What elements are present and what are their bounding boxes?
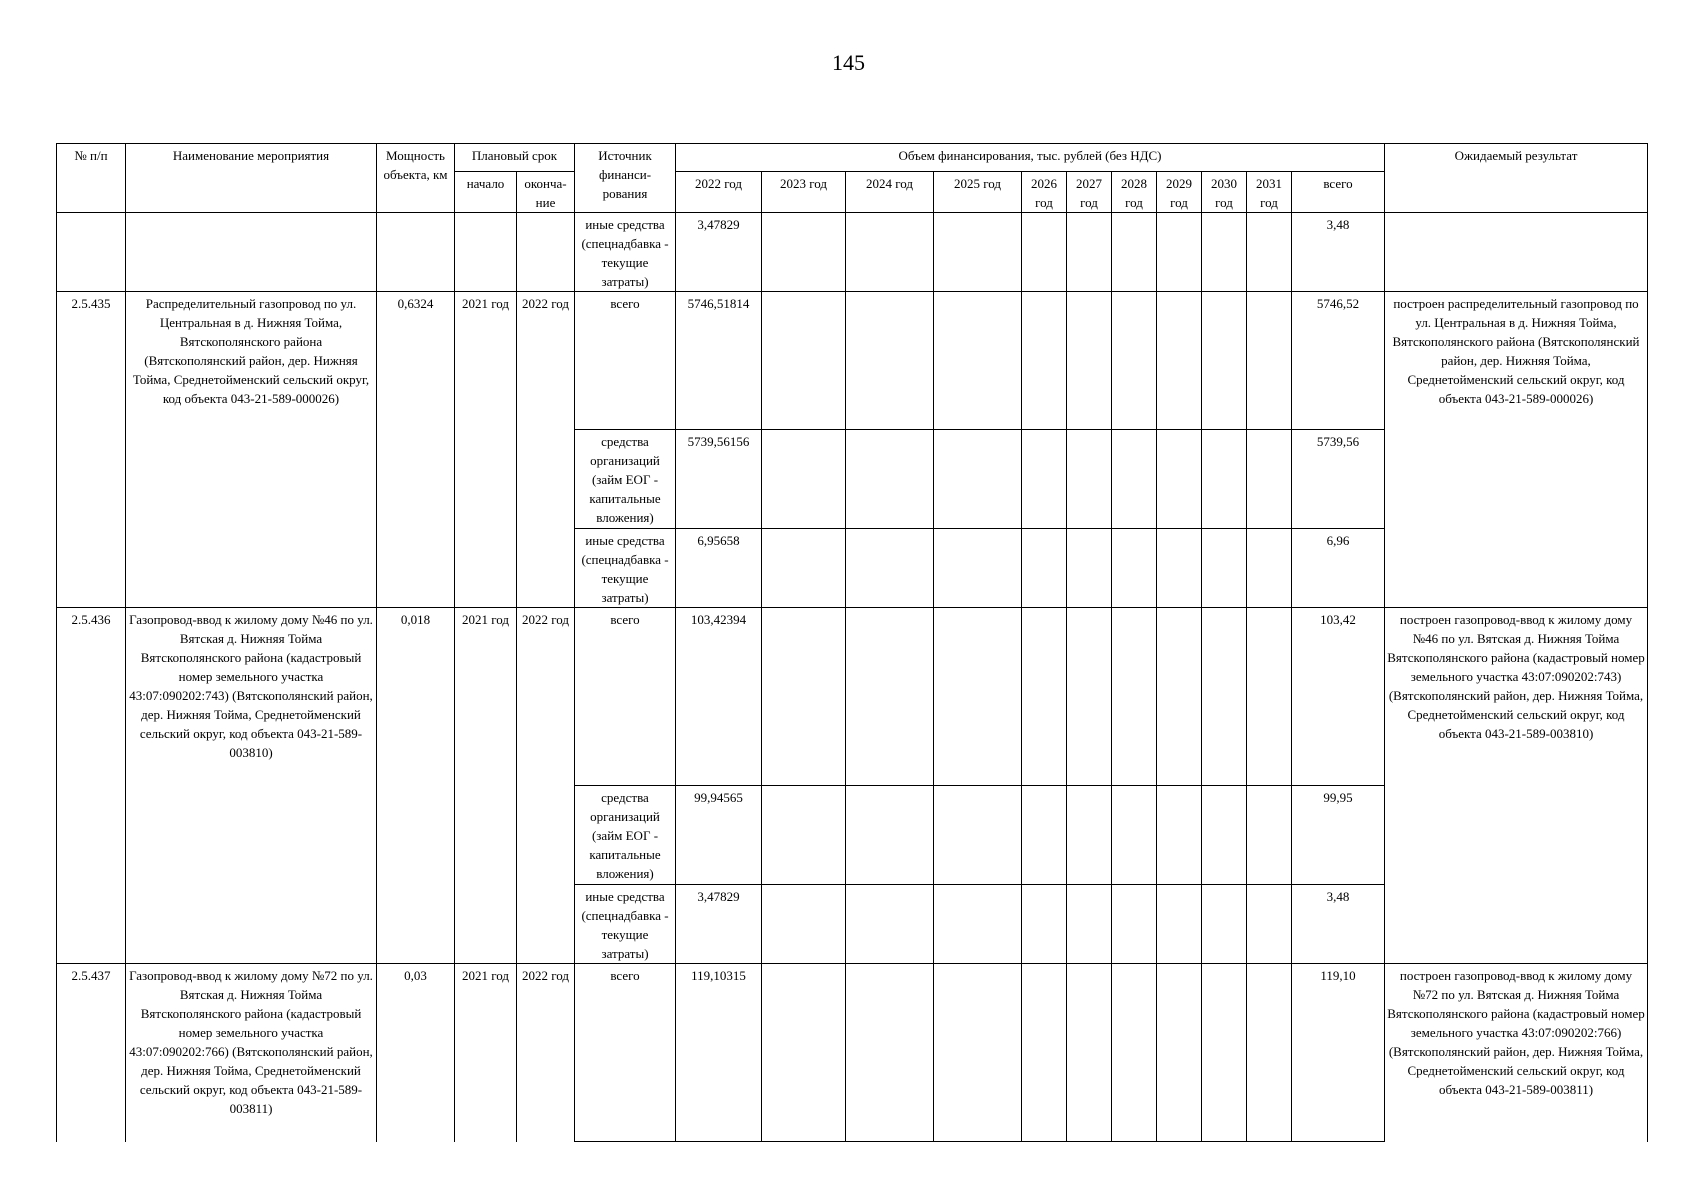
cell-start: 2021 год	[455, 608, 517, 964]
cell-empty	[377, 213, 455, 292]
cell-num: 2.5.436	[57, 608, 126, 964]
funding-table	[56, 143, 1648, 1142]
cell-total: 3,48	[1292, 885, 1385, 964]
cell-num: 2.5.437	[57, 964, 126, 1142]
cell-empty	[1022, 430, 1067, 529]
cell-empty	[1202, 529, 1247, 608]
cell-empty	[1067, 786, 1112, 885]
cell-empty	[1022, 608, 1067, 786]
header-name: Наименование мероприятия	[126, 144, 377, 213]
cell-end: 2022 год	[517, 964, 575, 1142]
cell-empty	[934, 213, 1022, 292]
cell-total: 103,42	[1292, 608, 1385, 786]
cell-empty	[126, 213, 377, 292]
cell-empty	[1247, 786, 1292, 885]
cell-empty	[1385, 213, 1648, 292]
cell-source: всего	[575, 608, 676, 786]
cell-empty	[1067, 430, 1112, 529]
cell-2022: 99,94565	[676, 786, 762, 885]
cell-end: 2022 год	[517, 292, 575, 608]
cell-empty	[846, 786, 934, 885]
cell-empty	[1247, 964, 1292, 1142]
cell-total: 99,95	[1292, 786, 1385, 885]
cell-empty	[1022, 529, 1067, 608]
cell-empty	[1067, 608, 1112, 786]
cell-empty	[1022, 786, 1067, 885]
cell-empty	[1157, 964, 1202, 1142]
cell-2022: 103,42394	[676, 608, 762, 786]
cell-empty	[57, 213, 126, 292]
cell-empty	[762, 885, 846, 964]
cell-capacity: 0,6324	[377, 292, 455, 608]
cell-source: иные средства (спецнадбавка - текущие затраты)	[575, 213, 676, 292]
header-period: Плановый срок	[455, 144, 575, 172]
cell-empty	[762, 786, 846, 885]
cell-2022: 3,47829	[676, 213, 762, 292]
cell-empty	[934, 529, 1022, 608]
cell-empty	[1157, 430, 1202, 529]
cell-total: 6,96	[1292, 529, 1385, 608]
cell-start: 2021 год	[455, 964, 517, 1142]
header-year-2024: 2024 год	[846, 172, 934, 213]
header-year-2023: 2023 год	[762, 172, 846, 213]
header-year-2025: 2025 год	[934, 172, 1022, 213]
cell-empty	[517, 213, 575, 292]
cell-empty	[1202, 786, 1247, 885]
cell-empty	[1247, 213, 1292, 292]
cell-empty	[1067, 529, 1112, 608]
cell-empty	[1022, 885, 1067, 964]
cell-empty	[762, 430, 846, 529]
cell-2022: 5746,51814	[676, 292, 762, 430]
cell-empty	[762, 608, 846, 786]
table-row	[57, 964, 1648, 1142]
cell-empty	[1022, 292, 1067, 430]
cell-name: Газопровод-ввод к жилому дому №46 по ул. Вятская д. Нижняя Тойма Вятскополянского района (кадастровый номер земельного участка 43:07:090202:743) (Вятскополянский район, дер. Нижняя Тойма, Среднетойменский сельский округ, код объекта 043-21-589-003810)	[126, 608, 377, 964]
cell-empty	[762, 529, 846, 608]
cell-empty	[1202, 430, 1247, 529]
cell-empty	[455, 213, 517, 292]
cell-empty	[934, 430, 1022, 529]
cell-total: 119,10	[1292, 964, 1385, 1142]
cell-name: Газопровод-ввод к жилому дому №72 по ул. Вятская д. Нижняя Тойма Вятскополянского района (кадастровый номер земельного участка 43:07:090202:766) (Вятскополянский район, дер. Нижняя Тойма, Среднетойменский сельский округ, код объекта 043-21-589-003811)	[126, 964, 377, 1142]
cell-empty	[1202, 292, 1247, 430]
table-row	[57, 213, 1648, 292]
header-year-2028: 2028 год	[1112, 172, 1157, 213]
cell-empty	[1157, 885, 1202, 964]
cell-total: 5739,56	[1292, 430, 1385, 529]
cell-empty	[1112, 885, 1157, 964]
cell-empty	[1247, 430, 1292, 529]
header-source: Источник финанси-рования	[575, 144, 676, 213]
cell-empty	[1067, 964, 1112, 1142]
header-year-2031: 2031 год	[1247, 172, 1292, 213]
cell-empty	[1112, 292, 1157, 430]
cell-source: всего	[575, 292, 676, 430]
cell-total: 3,48	[1292, 213, 1385, 292]
header-num: № п/п	[57, 144, 126, 213]
cell-empty	[1067, 292, 1112, 430]
cell-result: построен газопровод-ввод к жилому дому №72 по ул. Вятская д. Нижняя Тойма Вятскополянского района (кадастровый номер земельного участка 43:07:090202:766) (Вятскополянский район, дер. Нижняя Тойма, Среднетойменский сельский округ, код объекта 043-21-589-003811)	[1385, 964, 1648, 1142]
cell-empty	[762, 964, 846, 1142]
header-result: Ожидаемый результат	[1385, 144, 1648, 213]
cell-empty	[1247, 608, 1292, 786]
cell-empty	[1112, 529, 1157, 608]
cell-start: 2021 год	[455, 292, 517, 608]
header-total: всего	[1292, 172, 1385, 213]
cell-empty	[1157, 608, 1202, 786]
header-capacity: Мощность объекта, км	[377, 144, 455, 213]
cell-empty	[1247, 292, 1292, 430]
cell-empty	[934, 608, 1022, 786]
cell-empty	[846, 292, 934, 430]
cell-2022: 119,10315	[676, 964, 762, 1142]
table-row	[57, 608, 1648, 786]
cell-empty	[1202, 213, 1247, 292]
header-year-2027: 2027 год	[1067, 172, 1112, 213]
cell-empty	[846, 529, 934, 608]
cell-empty	[1157, 786, 1202, 885]
cell-2022: 5739,56156	[676, 430, 762, 529]
cell-num: 2.5.435	[57, 292, 126, 608]
cell-empty	[846, 213, 934, 292]
cell-empty	[1247, 529, 1292, 608]
cell-source: средства организаций (займ ЕОГ - капитальные вложения)	[575, 786, 676, 885]
cell-empty	[934, 292, 1022, 430]
cell-empty	[1112, 213, 1157, 292]
cell-empty	[846, 430, 934, 529]
cell-empty	[1022, 964, 1067, 1142]
cell-result: построен распределительный газопровод по ул. Центральная в д. Нижняя Тойма, Вятскополянского района (Вятскополянский район, дер. Нижняя Тойма, Среднетойменский сельский округ, код объекта 043-21-589-000026)	[1385, 292, 1648, 608]
cell-empty	[762, 213, 846, 292]
cell-source: иные средства (спецнадбавка - текущие затраты)	[575, 529, 676, 608]
cell-empty	[1247, 885, 1292, 964]
cell-end: 2022 год	[517, 608, 575, 964]
cell-empty	[846, 885, 934, 964]
cell-empty	[934, 786, 1022, 885]
cell-empty	[846, 964, 934, 1142]
header-end: оконча-ние	[517, 172, 575, 213]
page-number: 145	[832, 50, 865, 75]
cell-capacity: 0,018	[377, 608, 455, 964]
cell-empty	[934, 885, 1022, 964]
cell-empty	[846, 608, 934, 786]
header-start: начало	[455, 172, 517, 213]
cell-empty	[1022, 213, 1067, 292]
cell-empty	[1202, 885, 1247, 964]
cell-empty	[1157, 213, 1202, 292]
cell-2022: 3,47829	[676, 885, 762, 964]
cell-2022: 6,95658	[676, 529, 762, 608]
cell-empty	[1067, 213, 1112, 292]
cell-empty	[1157, 292, 1202, 430]
header-funding: Объем финансирования, тыс. рублей (без НДС)	[676, 144, 1385, 172]
header-year-2029: 2029 год	[1157, 172, 1202, 213]
cell-empty	[1067, 885, 1112, 964]
cell-source: иные средства (спецнадбавка - текущие затраты)	[575, 885, 676, 964]
cell-empty	[1112, 430, 1157, 529]
cell-result: построен газопровод-ввод к жилому дому №46 по ул. Вятская д. Нижняя Тойма Вятскополянского района (кадастровый номер земельного участка 43:07:090202:743) (Вятскополянский район, дер. Нижняя Тойма, Среднетойменский сельский округ, код объекта 043-21-589-003810)	[1385, 608, 1648, 964]
cell-empty	[1112, 608, 1157, 786]
header-year-2022: 2022 год	[676, 172, 762, 213]
header-year-2026: 2026 год	[1022, 172, 1067, 213]
cell-empty	[1157, 529, 1202, 608]
cell-empty	[762, 292, 846, 430]
cell-source: всего	[575, 964, 676, 1142]
cell-source: средства организаций (займ ЕОГ - капитальные вложения)	[575, 430, 676, 529]
cell-empty	[1112, 786, 1157, 885]
table-row	[57, 292, 1648, 430]
cell-name: Распределительный газопровод по ул. Центральная в д. Нижняя Тойма, Вятскополянского района (Вятскополянский район, дер. Нижняя Тойма, Среднетойменский сельский округ, код объекта 043-21-589-000026)	[126, 292, 377, 608]
cell-empty	[1112, 964, 1157, 1142]
cell-empty	[1202, 964, 1247, 1142]
cell-empty	[934, 964, 1022, 1142]
header-year-2030: 2030 год	[1202, 172, 1247, 213]
cell-total: 5746,52	[1292, 292, 1385, 430]
cell-empty	[1202, 608, 1247, 786]
cell-capacity: 0,03	[377, 964, 455, 1142]
